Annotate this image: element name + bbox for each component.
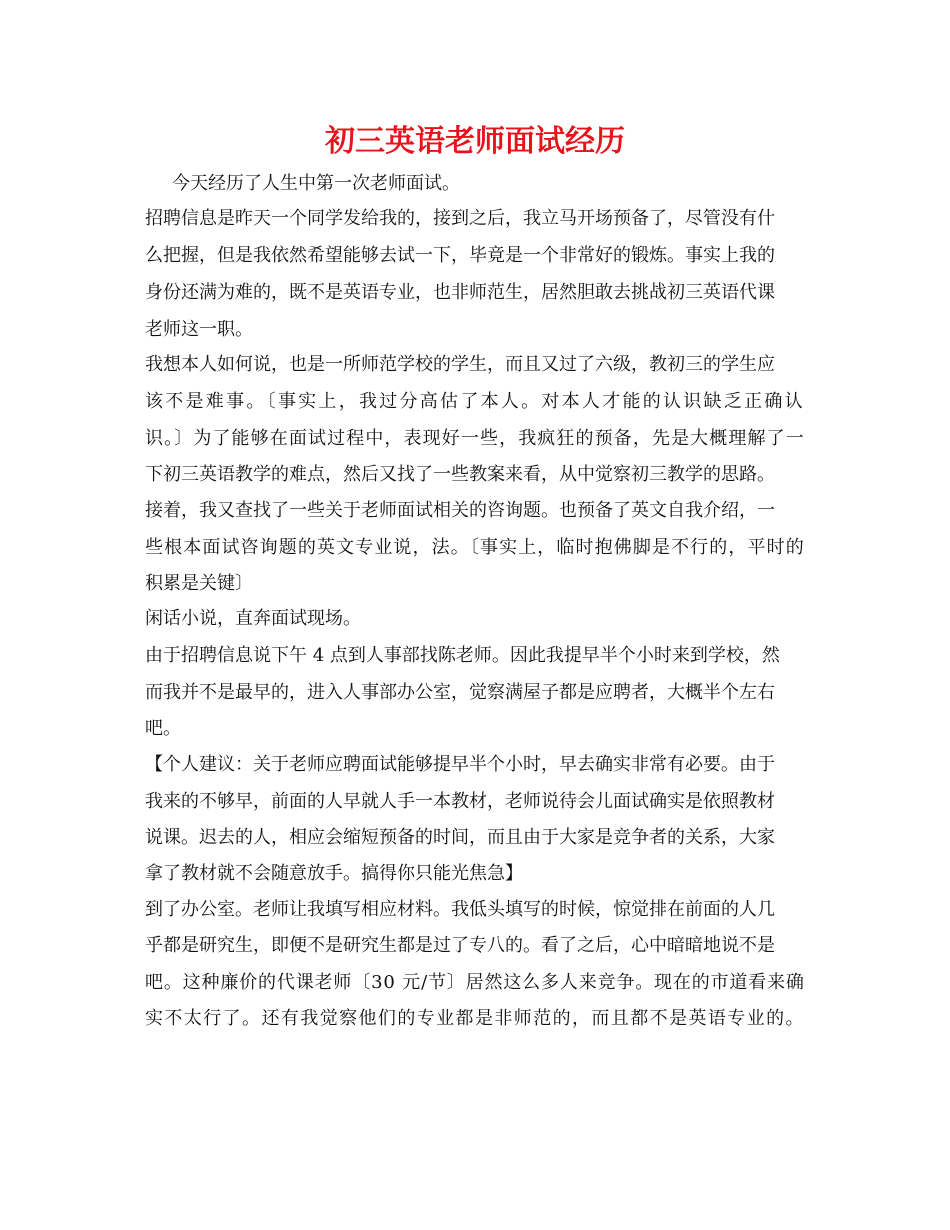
paragraph-line: 积累是关键〕 [145,573,253,594]
paragraph-line: 今天经历了人生中第一次老师面试。 [172,173,460,194]
paragraph-line: 我来的不够早，前面的人早就人手一本教材，老师说待会儿面试确实是依照教材 [145,791,775,812]
paragraph-line: 接着，我又查找了一些关于老师面试相关的咨询题。也预备了英文自我介绍，一 [145,500,775,521]
paragraph-line: 我想本人如何说，也是一所师范学校的学生，而且又过了六级，教初三的学生应 [145,354,775,375]
paragraph-line: 拿了教材就不会随意放手。搞得你只能光焦急】 [145,863,523,884]
paragraph-line: 吧。这种廉价的代课老师〔30 元/节〕居然这么多人来竞争。现在的市道看来确 [145,972,805,993]
paragraph-line: 该不是难事。〔事实上，我过分高估了本人。对本人才能的认识缺乏正确认 [145,391,805,412]
paragraph-line: 由于招聘信息说下午 4 点到人事部找陈老师。因此我提早半个小时来到学校，然 [145,645,780,666]
paragraph-line: 身份还满为难的，既不是英语专业，也非师范生，居然胆敢去挑战初三英语代课 [145,282,775,303]
paragraph-line: 【个人建议：关于老师应聘面试能够提早半个小时，早去确实非常有必要。由于 [145,754,775,775]
paragraph-line: 吧。 [145,718,181,739]
document-title: 初三英语老师面试经历 [325,124,625,159]
paragraph-line: 识。〕为了能够在面试过程中，表现好一些，我疯狂的预备，先是大概理解了一 [145,428,805,449]
paragraph-line: 实不太行了。还有我觉察他们的专业都是非师范的，而且都不是英语专业的。 [145,1008,805,1029]
paragraph-line: 下初三英语教学的难点，然后又找了一些教案来看，从中觉察初三教学的思路。 [145,464,775,485]
paragraph-line: 而我并不是最早的，进入人事部办公室，觉察满屋子都是应聘者，大概半个左右 [145,682,775,703]
paragraph-line: 乎都是研究生，即便不是研究生都是过了专八的。看了之后，心中暗暗地说不是 [145,935,775,956]
paragraph-line: 闲话小说，直奔面试现场。 [145,608,361,629]
paragraph-line: 些根本面试咨询题的英文专业说，法。〔事实上，临时抱佛脚是不行的，平时的 [145,537,805,558]
paragraph-line: 到了办公室。老师让我填写相应材料。我低头填写的时候，惊觉排在前面的人几 [145,899,775,920]
paragraph-line: 老师这一职。 [145,319,253,340]
paragraph-line: 么把握，但是我依然希望能够去试一下，毕竟是一个非常好的锻炼。事实上我的 [145,245,775,266]
paragraph-line: 说课。迟去的人，相应会缩短预备的时间，而且由于大家是竞争者的关系，大家 [145,827,775,848]
paragraph-line: 招聘信息是昨天一个同学发给我的，接到之后，我立马开场预备了，尽管没有什 [145,208,775,229]
